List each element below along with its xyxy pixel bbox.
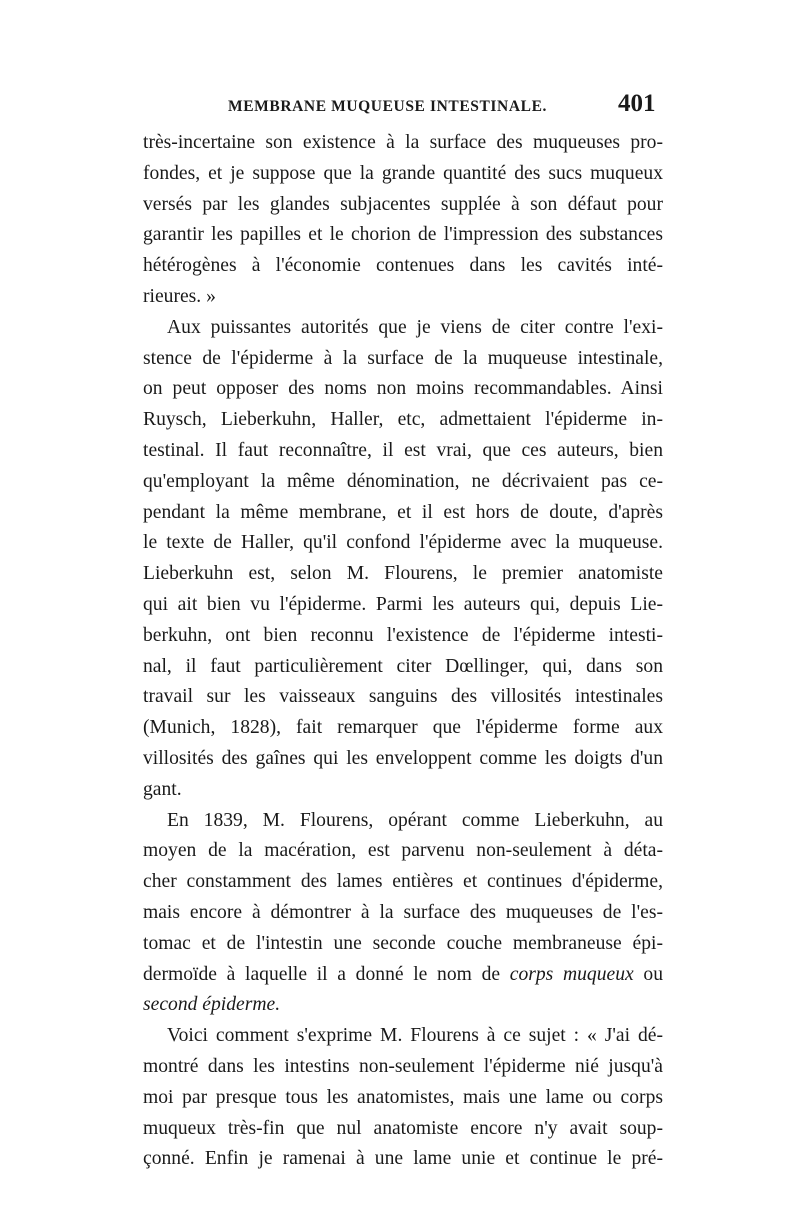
text-line: mais encore à démontrer à la surface des muqueuses de l'es- — [143, 901, 663, 923]
text-line-italic — [143, 990, 663, 1021]
text-line: (Munich, 1828), fait remarquer que l'épiderme forme aux — [143, 717, 663, 739]
italic-term-second-epiderme: second épiderme. — [143, 994, 281, 1016]
page-number: 401 — [618, 90, 656, 117]
text-line: moyen de la macération, est parvenu non-seulement à déta- — [143, 840, 663, 862]
text-line: En 1839, M. Flourens, opérant comme Lieberkuhn, au — [167, 809, 663, 831]
text-line: cher constamment des lames entières et continues d'épiderme, — [143, 871, 663, 893]
text-line: qu'employant la même dénomination, ne décrivaient pas ce- — [143, 470, 663, 492]
text-line: çonné. Enfin je ramenai à une lame unie et continue le pré- — [143, 1148, 663, 1170]
text-line: hétérogènes à l'économie contenues dans les cavités inté- — [143, 255, 663, 277]
text-line: Voici comment s'exprime M. Flourens à ce sujet : « J'ai dé- — [167, 1025, 663, 1047]
text-line: Aux puissantes autorités que je viens de citer contre l'exi- — [167, 316, 663, 338]
text-line: travail sur les vaisseaux sanguins des villosités intestinales — [143, 686, 663, 708]
text-line: moi par presque tous les anatomistes, mais une lame ou corps — [143, 1086, 663, 1108]
text-line: montré dans les intestins non-seulement l'épiderme nié jusqu'à — [143, 1055, 663, 1077]
text-line: versés par les glandes subjacentes supplée à son défaut pour — [143, 193, 663, 215]
text-line: villosités des gaînes qui les enveloppent comme les doigts d'un — [143, 747, 663, 769]
text-line-mixed — [143, 960, 663, 991]
text-line: nal, il faut particulièrement citer Dœllinger, qui, dans son — [143, 655, 663, 677]
text-line: garantir les papilles et le chorion de l'impression des substances — [143, 224, 663, 246]
text-line: stence de l'épiderme à la surface de la muqueuse intestinale, — [143, 347, 663, 369]
text-line: gant. — [143, 778, 182, 800]
text-line: Lieberkuhn est, selon M. Flourens, le premier anatomiste — [143, 563, 663, 585]
text-line: muqueux très-fin que nul anatomiste encore n'y avait soup- — [143, 1117, 663, 1139]
running-title: MEMBRANE MUQUEUSE INTESTINALE. — [228, 98, 548, 115]
text-line: rieures. » — [143, 285, 216, 307]
text-line: très-incertaine son existence à la surface des muqueuses pro- — [143, 132, 663, 153]
text-line: fondes, et je suppose que la grande quantité des sucs muqueux — [143, 162, 663, 184]
text-line: pendant la même membrane, et il est hors de doute, d'après — [143, 501, 663, 523]
text-line: le texte de Haller, qu'il confond l'épiderme avec la muqueuse. — [143, 532, 663, 554]
body-text — [143, 128, 663, 1175]
text-line: on peut opposer des noms non moins recommandables. Ainsi — [143, 378, 663, 400]
text-fragment: ou — [643, 963, 663, 985]
text-fragment: dermoïde à laquelle il a donné le nom de — [143, 963, 501, 985]
text-line: berkuhn, ont bien reconnu l'existence de l'épiderme intesti- — [143, 624, 663, 646]
text-line: testinal. Il faut reconnaître, il est vrai, que ces auteurs, bien — [143, 439, 663, 461]
italic-term-corps-muqueux: corps muqueux — [509, 963, 634, 985]
text-line: qui ait bien vu l'épiderme. Parmi les auteurs qui, depuis Lie- — [143, 593, 663, 615]
text-line: Ruysch, Lieberkuhn, Haller, etc, admettaient l'épiderme in- — [143, 409, 663, 431]
text-line: tomac et de l'intestin une seconde couche membraneuse épi- — [143, 932, 663, 954]
